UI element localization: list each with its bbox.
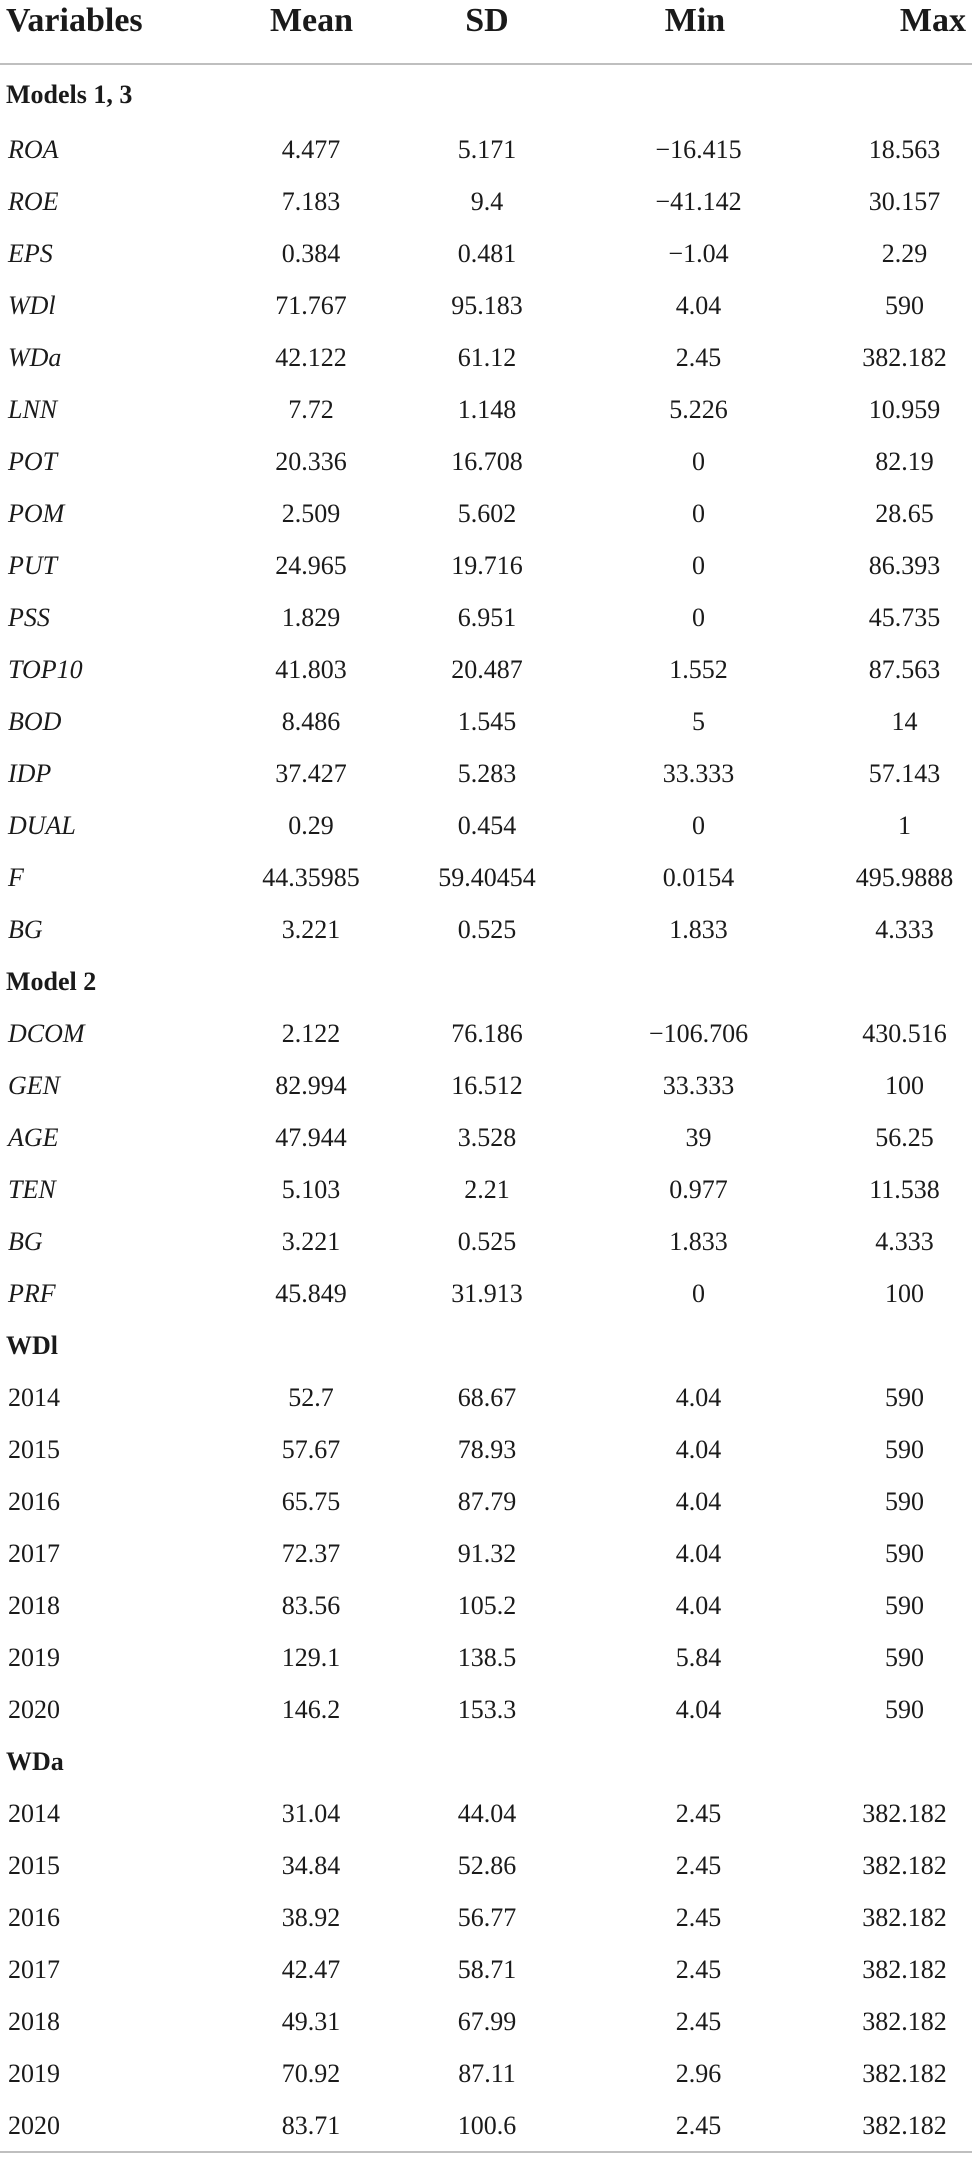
cell-variable: WDl (8, 291, 56, 320)
cell-mean: 45.849 (275, 1279, 347, 1308)
table-row (0, 592, 972, 644)
table-row (0, 436, 972, 488)
cell-max: 82.19 (875, 447, 934, 476)
cell-variable: 2017 (8, 1955, 60, 1984)
cell-min: −16.415 (655, 135, 742, 164)
cell-min: 4.04 (675, 1695, 722, 1724)
section-title: WDa (6, 1747, 64, 1776)
cell-max: 4.333 (875, 915, 934, 944)
cell-sd: 0.525 (457, 915, 517, 944)
cell-variable: 2016 (8, 1903, 60, 1932)
section-row (0, 956, 972, 1008)
cell-mean: 4.477 (281, 135, 341, 164)
cell-mean: 7.72 (288, 395, 334, 424)
cell-mean: 47.944 (275, 1123, 347, 1152)
cell-mean: 41.803 (275, 655, 347, 684)
table-row (0, 1164, 972, 1216)
section-title: Models 1, 3 (6, 79, 133, 109)
cell-mean: 57.67 (281, 1435, 341, 1464)
cell-max: 382.182 (797, 2100, 972, 2152)
cell-mean: 129.1 (281, 1643, 341, 1672)
section-row (0, 1320, 972, 1372)
cell-mean: 44.35985 (262, 863, 360, 892)
cell-variable: BG (8, 915, 43, 944)
cell-sd: 67.99 (457, 2007, 517, 2036)
table-row (0, 644, 972, 696)
cell-sd: 105.2 (457, 1591, 517, 1620)
table-row (0, 332, 972, 384)
section-row (0, 1736, 972, 1788)
section-title: WDl (6, 1331, 58, 1360)
cell-variable: 2020 (8, 1695, 60, 1724)
cell-min: 2.45 (675, 1955, 722, 1984)
cell-mean: 83.56 (281, 1591, 341, 1620)
table-row (0, 1892, 972, 1944)
cell-sd: 5.171 (457, 135, 517, 164)
cell-variable: 2017 (8, 1539, 60, 1568)
cell-variable: PSS (8, 603, 50, 632)
cell-mean: 2.509 (281, 499, 341, 528)
table-header-row (0, 0, 972, 64)
cell-min: 39 (685, 1123, 712, 1152)
cell-variable: 2015 (8, 1435, 60, 1464)
cell-min: 2.45 (675, 2007, 722, 2036)
cell-max: 590 (885, 1695, 924, 1724)
cell-min: 4.04 (675, 1539, 722, 1568)
table-row (0, 1528, 972, 1580)
cell-min: 0 (692, 603, 705, 632)
cell-variable: TOP10 (8, 655, 83, 684)
cell-variable: POT (8, 447, 58, 476)
table-row (0, 1476, 972, 1528)
cell-max: 10.959 (868, 395, 941, 424)
cell-mean: 146.2 (281, 1695, 341, 1724)
cell-min: 2.45 (675, 1903, 722, 1932)
cell-max: 100 (885, 1071, 924, 1100)
header-sd: SD (388, 0, 586, 64)
cell-mean: 83.71 (226, 2100, 388, 2152)
cell-variable: EPS (8, 239, 53, 268)
cell-min: 4.04 (675, 1435, 722, 1464)
cell-min: −1.04 (668, 239, 729, 268)
cell-max: 30.157 (868, 187, 941, 216)
cell-sd: 56.77 (457, 1903, 517, 1932)
cell-sd: 1.545 (457, 707, 517, 736)
cell-sd: 59.40454 (438, 863, 536, 892)
cell-max: 495.9888 (855, 863, 954, 892)
cell-sd: 87.79 (457, 1487, 517, 1516)
cell-min: 4.04 (675, 1383, 722, 1412)
cell-sd: 31.913 (451, 1279, 523, 1308)
cell-mean: 3.221 (281, 915, 341, 944)
cell-variable: WDa (8, 343, 62, 372)
table-row (0, 1060, 972, 1112)
table-row (0, 1632, 972, 1684)
cell-sd: 100.6 (388, 2100, 586, 2152)
cell-sd: 0.454 (457, 811, 517, 840)
cell-min: 0 (692, 447, 705, 476)
cell-mean: 8.486 (281, 707, 341, 736)
cell-min: 2.45 (586, 2100, 797, 2152)
cell-variable: ROA (8, 135, 59, 164)
cell-sd: 20.487 (451, 655, 523, 684)
cell-max: 382.182 (862, 1955, 947, 1984)
header-min: Min (586, 0, 797, 64)
cell-min: 1.552 (669, 655, 728, 684)
table-row (0, 1372, 972, 1424)
cell-min: 0 (692, 499, 705, 528)
cell-variable: 2016 (8, 1487, 60, 1516)
cell-sd: 5.602 (457, 499, 517, 528)
cell-max: 86.393 (868, 551, 941, 580)
cell-sd: 153.3 (457, 1695, 517, 1724)
cell-variable: LNN (8, 395, 58, 424)
table-row (0, 228, 972, 280)
cell-min: 33.333 (662, 1071, 735, 1100)
cell-sd: 91.32 (457, 1539, 517, 1568)
table-row (0, 904, 972, 956)
cell-variable: DCOM (8, 1019, 85, 1048)
cell-variable: 2014 (8, 1799, 60, 1828)
cell-variable: 2020 (0, 2100, 226, 2152)
table-row (0, 1424, 972, 1476)
cell-variable: 2019 (8, 1643, 60, 1672)
cell-min: 4.04 (675, 1487, 722, 1516)
cell-min: 0 (692, 551, 705, 580)
cell-variable: IDP (8, 759, 52, 788)
cell-mean: 37.427 (275, 759, 347, 788)
cell-min: 2.45 (675, 1851, 722, 1880)
cell-max: 590 (885, 291, 924, 320)
cell-sd: 19.716 (451, 551, 523, 580)
cell-variable: 2019 (8, 2059, 60, 2088)
cell-min: 5.84 (675, 1643, 722, 1672)
cell-max: 382.182 (862, 343, 947, 372)
table-row (0, 1112, 972, 1164)
table-row (0, 1788, 972, 1840)
cell-variable: 2018 (8, 2007, 60, 2036)
table-row (0, 696, 972, 748)
cell-max: 45.735 (868, 603, 941, 632)
cell-mean: 5.103 (281, 1175, 341, 1204)
cell-mean: 42.122 (275, 343, 347, 372)
cell-mean: 31.04 (281, 1799, 341, 1828)
cell-mean: 70.92 (281, 2059, 341, 2088)
cell-variable: BG (8, 1227, 43, 1256)
cell-mean: 52.7 (288, 1383, 334, 1412)
cell-variable: PUT (8, 551, 58, 580)
cell-sd: 52.86 (457, 1851, 517, 1880)
cell-mean: 20.336 (275, 447, 347, 476)
cell-mean: 49.31 (281, 2007, 341, 2036)
header-mean: Mean (226, 0, 388, 64)
cell-sd: 16.512 (451, 1071, 523, 1100)
cell-sd: 87.11 (458, 2059, 516, 2088)
cell-max: 100 (885, 1279, 924, 1308)
section-row (0, 64, 972, 124)
cell-max: 382.182 (862, 1851, 947, 1880)
header-max: Max (797, 0, 972, 64)
cell-mean: 24.965 (275, 551, 347, 580)
table-row (0, 384, 972, 436)
cell-sd: 5.283 (457, 759, 517, 788)
cell-min: 1.833 (669, 1227, 728, 1256)
cell-mean: 34.84 (281, 1851, 341, 1880)
table-row (0, 1268, 972, 1320)
cell-max: 590 (885, 1383, 924, 1412)
cell-sd: 6.951 (457, 603, 517, 632)
cell-variable: 2015 (8, 1851, 60, 1880)
cell-max: 18.563 (868, 135, 941, 164)
cell-max: 590 (885, 1643, 924, 1672)
cell-max: 1 (898, 811, 911, 840)
cell-variable: ROE (8, 187, 59, 216)
cell-max: 590 (885, 1591, 924, 1620)
table-row (0, 800, 972, 852)
cell-min: 33.333 (662, 759, 735, 788)
table-row (0, 748, 972, 800)
cell-max: 430.516 (862, 1019, 947, 1048)
cell-max: 382.182 (862, 2059, 947, 2088)
cell-min: 5.226 (669, 395, 728, 424)
table-row (0, 124, 972, 176)
table-row (0, 280, 972, 332)
cell-mean: 1.829 (281, 603, 341, 632)
cell-variable: GEN (8, 1071, 60, 1100)
table-row (0, 2100, 972, 2152)
cell-sd: 138.5 (457, 1643, 517, 1672)
cell-max: 590 (885, 1435, 924, 1464)
cell-sd: 61.12 (457, 343, 517, 372)
section-title: Model 2 (6, 967, 97, 996)
cell-sd: 1.148 (457, 395, 517, 424)
cell-sd: 95.183 (451, 291, 523, 320)
cell-min: 2.96 (675, 2059, 722, 2088)
cell-mean: 0.384 (281, 239, 341, 268)
table-row (0, 1684, 972, 1736)
cell-max: 382.182 (862, 1903, 947, 1932)
table-row (0, 2048, 972, 2100)
cell-min: 2.45 (675, 343, 722, 372)
cell-mean: 0.29 (288, 811, 334, 840)
cell-max: 14 (891, 707, 918, 736)
cell-min: 1.833 (669, 915, 728, 944)
cell-sd: 16.708 (451, 447, 523, 476)
cell-sd: 76.186 (451, 1019, 523, 1048)
cell-variable: TEN (8, 1175, 56, 1204)
cell-mean: 71.767 (275, 291, 347, 320)
cell-variable: F (8, 863, 24, 892)
cell-sd: 0.525 (457, 1227, 517, 1256)
table-row (0, 852, 972, 904)
cell-mean: 42.47 (281, 1955, 341, 1984)
cell-sd: 9.4 (470, 187, 504, 216)
cell-max: 382.182 (862, 1799, 947, 1828)
cell-max: 4.333 (875, 1227, 934, 1256)
table-row (0, 488, 972, 540)
cell-mean: 2.122 (281, 1019, 341, 1048)
cell-variable: 2018 (8, 1591, 60, 1620)
table-row (0, 1996, 972, 2048)
cell-variable: POM (8, 499, 65, 528)
table-row (0, 1944, 972, 1996)
cell-variable: PRF (8, 1279, 56, 1308)
cell-min: 0 (692, 811, 705, 840)
table-row (0, 1008, 972, 1060)
cell-variable: AGE (8, 1123, 59, 1152)
cell-min: 0.0154 (662, 863, 735, 892)
cell-max: 87.563 (868, 655, 941, 684)
cell-min: −41.142 (655, 187, 742, 216)
cell-sd: 44.04 (457, 1799, 517, 1828)
table-row (0, 1216, 972, 1268)
cell-max: 28.65 (875, 499, 934, 528)
cell-mean: 72.37 (281, 1539, 341, 1568)
cell-max: 57.143 (868, 759, 941, 788)
cell-sd: 68.67 (457, 1383, 517, 1412)
table-row (0, 176, 972, 228)
cell-mean: 82.994 (275, 1071, 347, 1100)
table-body (0, 64, 972, 2152)
cell-sd: 78.93 (457, 1435, 517, 1464)
cell-max: 2.29 (881, 239, 928, 268)
cell-sd: 58.71 (457, 1955, 517, 1984)
cell-max: 11.538 (869, 1175, 940, 1204)
cell-mean: 65.75 (281, 1487, 341, 1516)
cell-sd: 0.481 (457, 239, 517, 268)
table-row (0, 1580, 972, 1632)
cell-mean: 7.183 (281, 187, 341, 216)
cell-max: 382.182 (862, 2007, 947, 2036)
cell-min: −106.706 (648, 1019, 749, 1048)
cell-mean: 3.221 (281, 1227, 341, 1256)
cell-sd: 3.528 (457, 1123, 517, 1152)
cell-mean: 38.92 (281, 1903, 341, 1932)
cell-min: 4.04 (675, 1591, 722, 1620)
cell-min: 2.45 (675, 1799, 722, 1828)
header-variables: Variables (0, 0, 226, 64)
cell-max: 56.25 (875, 1123, 934, 1152)
table-row (0, 1840, 972, 1892)
table-row (0, 540, 972, 592)
cell-variable: 2014 (8, 1383, 60, 1412)
cell-max: 590 (885, 1487, 924, 1516)
cell-min: 4.04 (675, 291, 722, 320)
cell-max: 590 (885, 1539, 924, 1568)
cell-variable: DUAL (8, 811, 76, 840)
cell-variable: BOD (8, 707, 62, 736)
cell-min: 0 (692, 1279, 705, 1308)
cell-min: 5 (692, 707, 705, 736)
cell-min: 0.977 (669, 1175, 728, 1204)
cell-sd: 2.21 (464, 1175, 510, 1204)
